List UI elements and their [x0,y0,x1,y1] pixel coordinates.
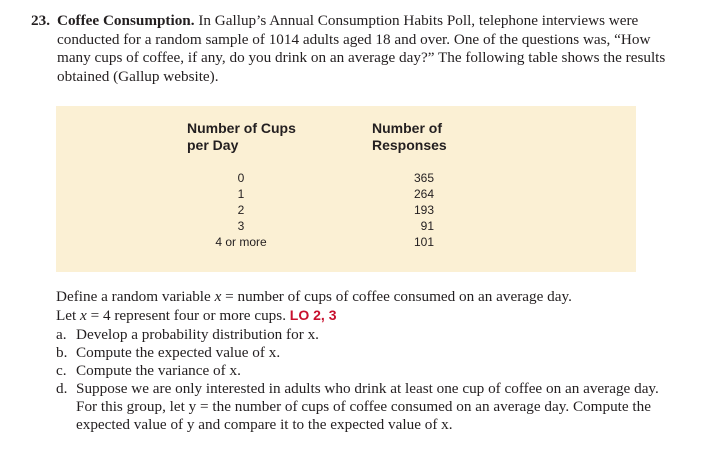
problem-23 [31,12,671,86]
cups-cell: 0 [237,171,245,185]
problem-number: 23. [31,12,50,29]
variable-x: x [80,307,87,324]
variable-definition [56,288,676,325]
responses-cell: 365 [413,171,434,185]
part-b [56,344,676,362]
responses-cell: 193 [413,203,434,217]
responses-cell: 91 [420,219,434,233]
definition-text: = 4 represent four or more cups. [86,307,286,324]
problem-title: Coffee Consumption. [57,12,195,29]
responses-cell: 101 [413,235,434,249]
cups-cell: 3 [237,219,245,233]
cups-cell: 2 [237,203,245,217]
definition-text: Let [56,307,81,324]
definition-line-1 [56,288,676,306]
header-number-of-responses: Number of Responses [372,120,447,153]
header-cups-per-day: Number of Cups per Day [187,120,296,153]
definition-line-2 [56,306,676,325]
part-label: b. [56,344,68,361]
learning-objective-tag: LO 2, 3 [289,307,337,323]
variable-x: x [214,288,222,305]
part-a [56,326,676,344]
part-text: Compute the expected value of x. [76,344,281,361]
problem-intro-text: In Gallup’s Annual Consumption Habits Poll, telephone interviews were conducted for a random sample of 1014 adults aged 18 and over. One of the questions was, “How many cups of coffee, if any, do you drink on an average day?” The following table shows the results obtained (Gallup website). [57,12,666,85]
part-text: Suppose we are only interested in adults who drink at least one cup of coffee on an average day. For this group, let y = the number of cups of coffee consumed on an average day. Compute the expected value of y and compare it to the expected value of x. [76,380,659,433]
cups-column [196,170,286,250]
responses-table [56,106,636,272]
part-label: c. [56,362,67,379]
responses-cell: 264 [413,187,434,201]
part-d [56,380,676,434]
problem-intro [57,12,671,86]
cups-cell: 1 [237,187,245,201]
part-c [56,362,676,380]
question-parts [56,326,676,434]
part-text: Compute the variance of x. [76,362,241,379]
part-label: a. [56,326,67,343]
part-text: Develop a probability distribution for x. [76,326,319,343]
definition-text: Define a random variable [56,288,215,305]
definition-text: = number of cups of coffee consumed on an average day. [221,288,572,305]
responses-column [374,170,434,250]
cups-cell: 4 or more [215,235,267,249]
part-label: d. [56,380,68,397]
